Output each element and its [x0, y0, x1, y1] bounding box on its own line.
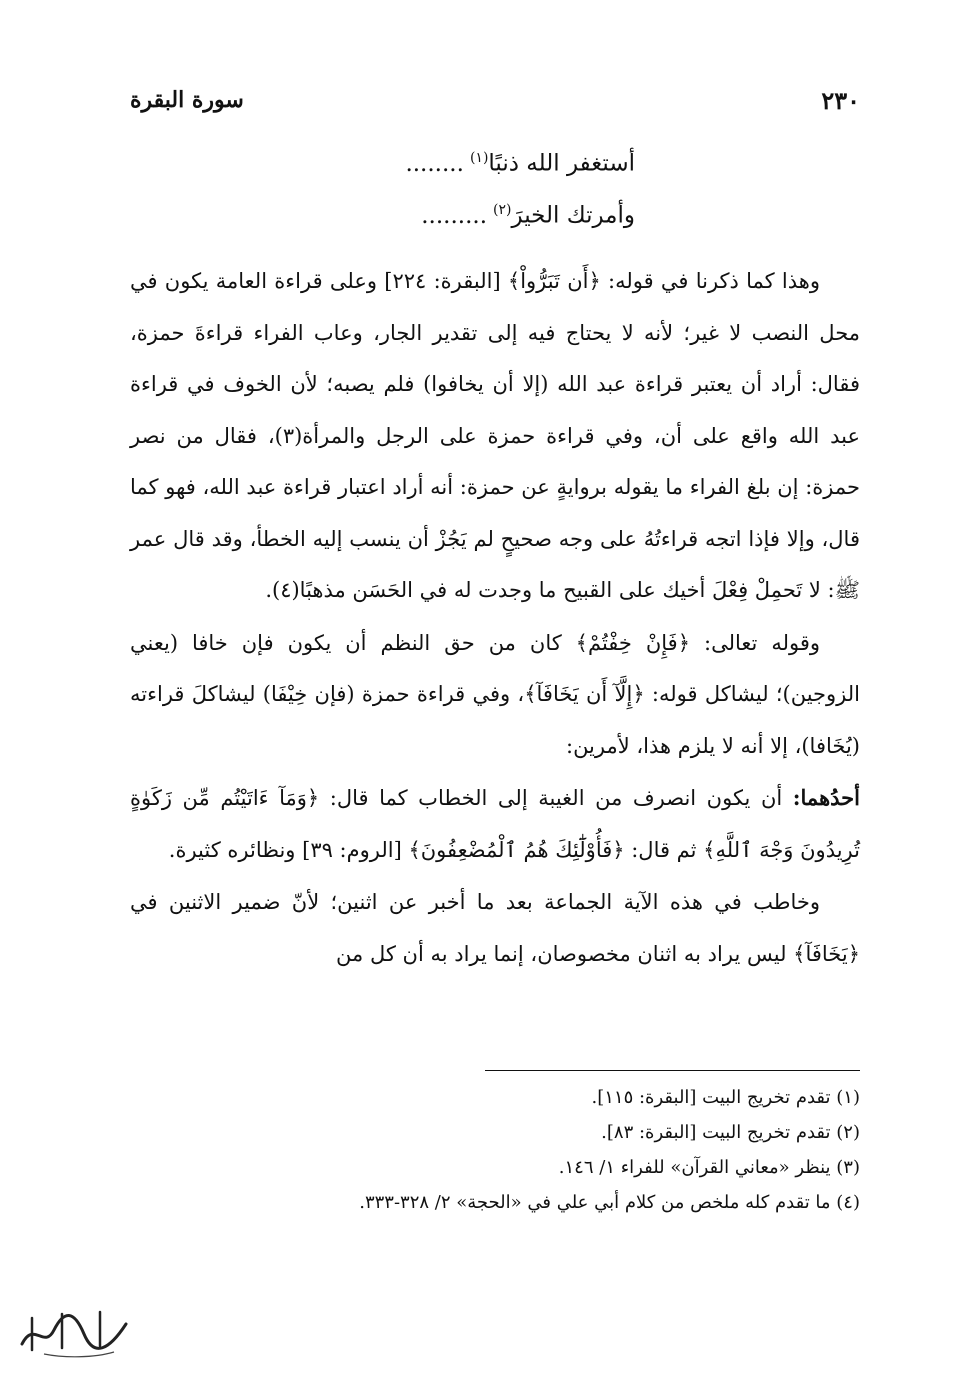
footnotes	[130, 1080, 860, 1220]
verse-text: أستغفر الله ذنبًا	[488, 150, 635, 177]
paragraph-text: وقوله تعالى: ﴿فَإِنْ خِفْتُمْ﴾ كان من حق النظم أن يكون فإن خافا (يعني الزوجين)؛ ليشاكل قوله: ﴿إِلَّآ أَن يَخَافَآ﴾، وفي قراءة حمزة (فإن خِيْفَا) ليشاكلَ قراءته (يُخَافا)، إلا أنه لا يلزم هذا، لأمرين:	[130, 630, 860, 758]
page-header	[130, 80, 860, 120]
paragraph-2	[130, 617, 860, 773]
paragraph-text: وهذا كما ذكرنا في قوله: ﴿أَن تَبَرُّواْ﴾ [البقرة: ٢٢٤] وعلى قراءة العامة يكون في محل النصب لا غير؛ لأنه لا يحتاج فيه إلى تقدير الجار، وعاب الفراء قراءةَ حمزة، فقال: أراد أن يعتبر قراءة عبد الله (إلا أن يخافوا) فلم يصبه؛ لأن الخوف في قراءة عبد الله واقع على أن، وفي قراءة حمزة على الرجل والمرأة(٣)، فقال من نصر حمزة: إن بلغ الفراء ما يقوله بروايةٍ عن حمزة: أنه أراد اعتبار قراءة عبد الله، فهو كما قال، وإلا فإذا اتجه قراءتُهُ على وجه صحيحٍ لم يَجُزْ أن ينسب إليه الخطأ، وقد قال عمر ﷺ: لا تَحمِلْ فِعْلَ أخيك على القبيح ما وجدت له في الحَسَن مذهبًا(٤).	[130, 269, 860, 602]
body-text	[130, 255, 860, 980]
paragraph-3	[130, 772, 860, 876]
verse-line-1	[405, 150, 635, 177]
footnote-4: (٤) ما تقدم كله ملخص من كلام أبي علي في «الحجة» ٢/ ٣٢٨-٣٣٣.	[359, 1192, 860, 1213]
paragraph-text: أن يكون انصرف من الغيبة إلى الخطاب كما قال: ﴿وَمَآ ءَاتَيْتُم مِّن زَكَوٰةٍ تُرِيدُونَ وَجْهَ ٱللَّهِ﴾ ثم قال: ﴿فَأُوْلَٰٓئِكَ هُمُ ٱلْمُضْعِفُونَ﴾ [الروم: ٣٩] ونظائره كثيرة.	[130, 786, 860, 862]
page-number: ٢٣٠	[821, 85, 860, 115]
footnote-ref: (٢)	[493, 202, 512, 218]
footnote-3: (٣) ينظر «معاني القرآن» للفراء ١/ ١٤٦.	[558, 1157, 860, 1178]
paragraph-text: وخاطب في هذه الآية الجماعة بعد ما أخبر عن اثنين؛ لأنّ ضمير الاثنين في ﴿يَخَافَآ﴾ ليس يراد به اثنان مخصوصان، إنما يراد به أن كل من	[130, 890, 860, 966]
paragraph-lead: أحدُهما:	[792, 785, 860, 810]
publisher-logo	[14, 1300, 134, 1360]
verse-text: وأمرتك الخيرَ	[511, 202, 635, 229]
paragraph-1	[130, 255, 860, 617]
footnote-1: (١) تقدم تخريج البيت [البقرة: ١١٥].	[591, 1087, 860, 1108]
paragraph-4	[130, 876, 860, 980]
verse-dots: ........	[405, 150, 464, 177]
verse-line-2	[421, 202, 635, 229]
verse-dots: .........	[421, 202, 488, 229]
footnote-2: (٢) تقدم تخريج البيت [البقرة: ٨٣].	[601, 1122, 860, 1143]
footnote-ref: (١)	[469, 150, 489, 166]
footnote-divider	[485, 1070, 860, 1071]
sura-title: سورة البقرة	[130, 87, 244, 113]
